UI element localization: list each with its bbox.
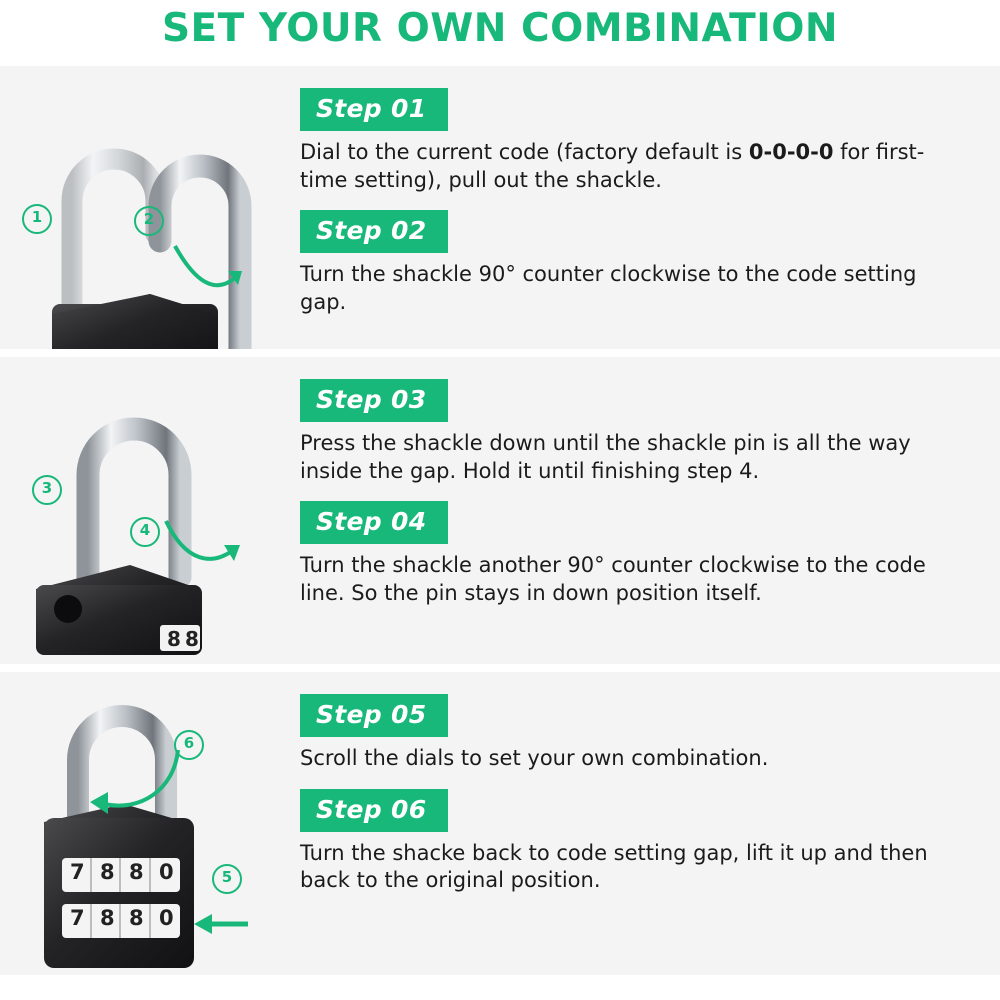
step-block-04: [300, 501, 976, 607]
step-block-03: [300, 379, 976, 485]
padlock-graphic-2: [0, 357, 300, 664]
step-badge-03: Step 03: [300, 379, 448, 422]
step-block-06: [300, 789, 976, 895]
panel-1-text: [300, 66, 1000, 349]
step-text-01: [300, 139, 960, 194]
left-arrow-icon: [186, 904, 256, 944]
step-block-05: [300, 694, 976, 773]
panel-step-1-2: [0, 66, 1000, 349]
panel-step-5-6: [0, 672, 1000, 975]
step-block-02: [300, 210, 976, 316]
rotation-arrow-icon: [160, 515, 250, 575]
step-block-01: [300, 88, 976, 194]
panel-2-text: [300, 357, 1000, 664]
dial-digit[interactable]: 8: [129, 859, 144, 884]
dial-digit[interactable]: 8: [167, 626, 181, 651]
lock-illustration-1: [0, 66, 300, 349]
step-badge-02: Step 02: [300, 210, 448, 253]
step-text-04: Turn the shackle another 90° counter clockwise to the code line. So the pin stays in down position itself.: [300, 553, 926, 606]
panel-3-text: [300, 672, 1000, 975]
step-text-05: Scroll the dials to set your own combination.: [300, 745, 769, 770]
step-badge-06: Step 06: [300, 789, 448, 832]
step-text-01-a: Dial to the current code (factory default is: [300, 139, 749, 164]
step-text-01-b: for first- time setting), pull out the shackle.: [300, 139, 925, 192]
lock-illustration-2: [0, 357, 300, 664]
lock-illustration-3: [0, 672, 300, 975]
dial-digit[interactable]: 8: [100, 859, 115, 884]
marker-5: 5: [212, 864, 242, 894]
step-text-03: Press the shackle down until the shackle pin is all the way inside the gap. Hold it until finishing step 4.: [300, 430, 911, 483]
dial-digit[interactable]: 7: [70, 859, 85, 884]
marker-2: 2: [134, 206, 164, 236]
step-text-02: Turn the shackle 90° counter clockwise to the code setting gap.: [300, 262, 917, 315]
rotation-arrow-icon: [170, 241, 250, 301]
dial-digit[interactable]: 8: [100, 905, 115, 930]
marker-3: 3: [32, 475, 62, 505]
dial-digit[interactable]: 8: [129, 905, 144, 930]
step-badge-04: Step 04: [300, 501, 448, 544]
marker-6: 6: [174, 730, 204, 760]
step-text-06: Turn the shacke back to code setting gap, lift it up and then back to the original position.: [300, 840, 928, 893]
step-badge-05: Step 05: [300, 694, 448, 737]
dial-digit[interactable]: 0: [159, 905, 174, 930]
step-text-01-bold: 0-0-0-0: [748, 139, 834, 164]
dial-digit[interactable]: 0: [159, 859, 174, 884]
panel-step-3-4: [0, 357, 1000, 664]
marker-4: 4: [130, 517, 160, 547]
dial-digit[interactable]: 8: [185, 626, 199, 651]
dial-digit[interactable]: 7: [70, 905, 85, 930]
step-badge-01: Step 01: [300, 88, 448, 131]
marker-1: 1: [22, 204, 52, 234]
rotation-arrow-icon: [78, 734, 188, 824]
page-title: SET YOUR OWN COMBINATION: [161, 6, 839, 51]
